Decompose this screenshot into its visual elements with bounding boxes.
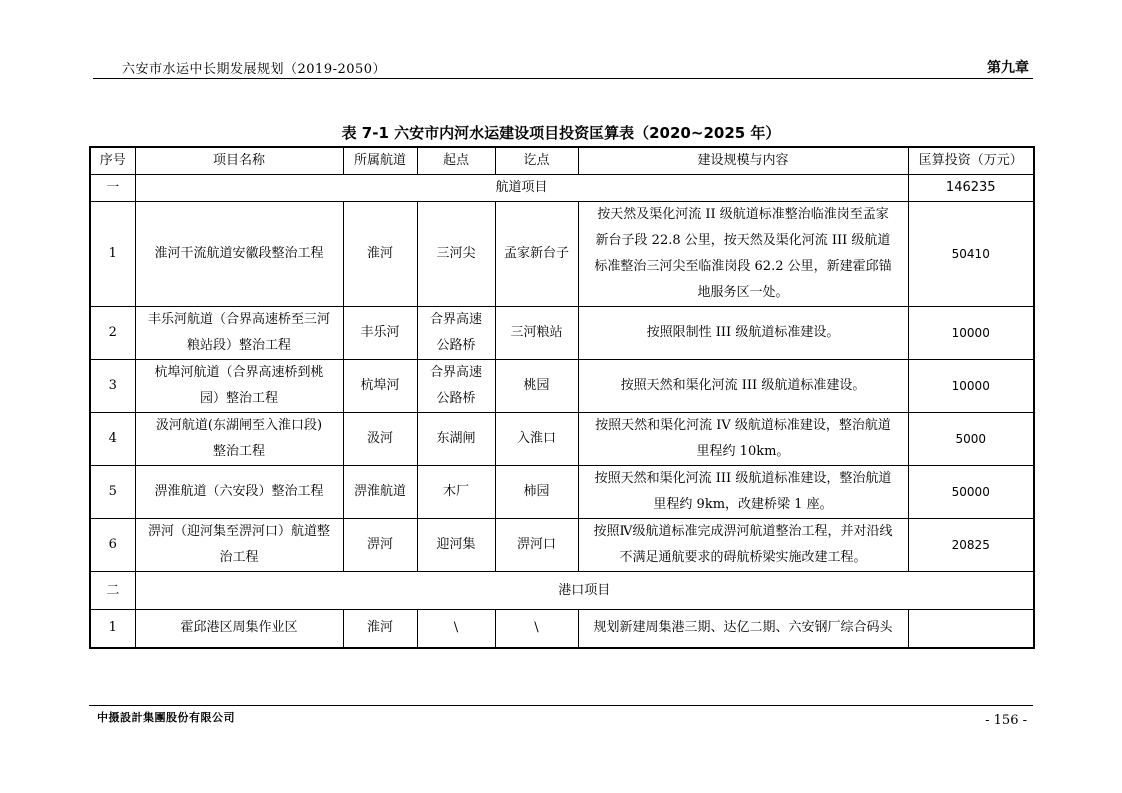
running-header-title: 六安市水运中长期发展规划（2019-2050） <box>122 62 387 77</box>
start-point <box>417 360 495 413</box>
row-number: 1 <box>90 202 135 307</box>
section-number: 一 <box>90 175 135 202</box>
channel: 丰乐河 <box>343 307 417 360</box>
construction-scope <box>578 413 908 466</box>
end-point: 三河粮站 <box>495 307 578 360</box>
table-row <box>90 202 1034 307</box>
channel: 淠淮航道 <box>343 466 417 519</box>
project-name <box>135 413 343 466</box>
section-title: 航道项目 <box>135 175 908 202</box>
construction-scope <box>578 360 908 413</box>
investment-amount <box>908 610 1034 648</box>
construction-scope-line: 不满足通航要求的碍航桥梁实施改建工程。 <box>619 550 867 565</box>
start-point <box>417 202 495 307</box>
chapter-label: 第九章 <box>987 60 1029 76</box>
header-divider <box>93 78 1033 79</box>
construction-scope-line: 地服务区一处。 <box>697 285 789 300</box>
column-header: 所属航道 <box>343 147 417 175</box>
table-title: 表 7-1 六安市内河水运建设项目投资匡算表（2020~2025 年） <box>341 124 781 142</box>
construction-scope-line: 按照天然和渠化河流 IV 级航道标准建设，整治航道 <box>595 418 891 433</box>
construction-scope-line: 按照天然和渠化河流 III 级航道标准建设，整治航道 <box>594 471 892 486</box>
column-header: 起点 <box>417 147 495 175</box>
table-header-row <box>90 147 1034 175</box>
project-name-line: 治工程 <box>219 550 259 565</box>
section-row <box>90 175 1034 202</box>
project-name <box>135 307 343 360</box>
start-point <box>417 466 495 519</box>
start-point <box>417 413 495 466</box>
construction-scope <box>578 610 908 648</box>
start-point-line: 木厂 <box>442 484 469 499</box>
end-point: 柿园 <box>495 466 578 519</box>
row-number: 3 <box>90 360 135 413</box>
start-point-line: \ <box>453 620 459 636</box>
project-name-line: 丰乐河航道（合界高速桥至三河 <box>147 312 330 327</box>
footer-divider <box>89 705 1033 706</box>
investment-amount: 20825 <box>908 519 1034 572</box>
column-header: 序号 <box>90 147 135 175</box>
construction-scope-line: 里程约 9km，改建桥梁 1 座。 <box>653 497 833 512</box>
start-point-line: 三河尖 <box>436 246 476 261</box>
project-name <box>135 466 343 519</box>
project-name <box>135 519 343 572</box>
row-number: 6 <box>90 519 135 572</box>
end-point: 孟家新台子 <box>495 202 578 307</box>
table-row <box>90 413 1034 466</box>
table-row <box>90 360 1034 413</box>
start-point-line: 东湖闸 <box>436 431 476 446</box>
investment-amount: 50000 <box>908 466 1034 519</box>
construction-scope <box>578 519 908 572</box>
construction-scope-line: 规划新建周集港三期、达亿二期、六安钢厂综合码头 <box>593 620 893 636</box>
column-header: 匡算投资（万元） <box>908 147 1034 175</box>
channel: 淮河 <box>343 202 417 307</box>
project-name-line: 粮站段）整治工程 <box>186 338 291 353</box>
section-number: 二 <box>90 572 135 610</box>
end-point: 淠河口 <box>495 519 578 572</box>
column-header: 项目名称 <box>135 147 343 175</box>
construction-scope <box>578 466 908 519</box>
construction-scope-line: 按照Ⅳ级航道标准完成淠河航道整治工程，并对沿线 <box>593 524 893 539</box>
construction-scope-line: 按天然及渠化河流 II 级航道标准整治临淮岗至孟家 <box>597 207 889 222</box>
investment-amount: 5000 <box>908 413 1034 466</box>
investment-amount: 10000 <box>908 307 1034 360</box>
channel: 淠河 <box>343 519 417 572</box>
row-number: 2 <box>90 307 135 360</box>
project-name-line: 整治工程 <box>212 444 265 459</box>
column-header: 建设规模与内容 <box>578 147 908 175</box>
end-point: 桃园 <box>495 360 578 413</box>
table-row <box>90 466 1034 519</box>
start-point-line: 公路桥 <box>436 338 476 353</box>
channel: 杭埠河 <box>343 360 417 413</box>
start-point <box>417 610 495 648</box>
start-point-line: 合界高速 <box>429 365 482 380</box>
project-name-line: 淠淮航道（六安段）整治工程 <box>154 484 324 499</box>
end-point: \ <box>495 610 578 648</box>
section-row <box>90 572 1034 610</box>
project-name-line: 淠河（迎河集至淠河口）航道整 <box>147 524 330 539</box>
section-total: 146235 <box>908 175 1034 202</box>
start-point-line: 迎河集 <box>436 537 476 552</box>
channel: 汲河 <box>343 413 417 466</box>
investment-amount: 50410 <box>908 202 1034 307</box>
row-number: 5 <box>90 466 135 519</box>
construction-scope <box>578 307 908 360</box>
construction-scope-line: 按照限制性 III 级航道标准建设。 <box>646 325 840 340</box>
end-point: 入淮口 <box>495 413 578 466</box>
project-name <box>135 202 343 307</box>
row-number: 1 <box>90 610 135 648</box>
row-number: 4 <box>90 413 135 466</box>
project-name-line: 园）整治工程 <box>199 391 278 406</box>
project-name-line: 杭埠河航道（合界高速桥到桃 <box>154 365 324 380</box>
company-name: 中摄設計集團股份有限公司 <box>97 711 235 724</box>
column-header: 讫点 <box>495 147 578 175</box>
project-name-line: 淮河干流航道安徽段整治工程 <box>154 246 324 261</box>
page-number: - 156 - <box>985 713 1027 728</box>
table-row <box>90 519 1034 572</box>
start-point-line: 合界高速 <box>429 312 482 327</box>
construction-scope-line: 里程约 10km。 <box>696 444 790 459</box>
construction-scope-line: 标准整治三河尖至临淮岗段 62.2 公里，新建霍邱锚 <box>594 259 892 274</box>
section-title: 港口项目 <box>135 572 1034 610</box>
construction-scope <box>578 202 908 307</box>
project-name-line: 汲河航道(东湖闸至入淮口段) <box>155 418 323 433</box>
table-row <box>90 610 1034 648</box>
start-point <box>417 307 495 360</box>
channel: 淮河 <box>343 610 417 648</box>
start-point-line: 公路桥 <box>436 391 476 406</box>
project-name-line: 霍邱港区周集作业区 <box>180 620 298 636</box>
table-row <box>90 307 1034 360</box>
construction-scope-line: 按照天然和渠化河流 III 级航道标准建设。 <box>620 378 866 393</box>
investment-amount: 10000 <box>908 360 1034 413</box>
investment-table <box>89 146 1035 649</box>
project-name <box>135 610 343 648</box>
project-name <box>135 360 343 413</box>
construction-scope-line: 新台子段 22.8 公里，按天然及渠化河流 III 级航道 <box>595 233 891 248</box>
start-point <box>417 519 495 572</box>
